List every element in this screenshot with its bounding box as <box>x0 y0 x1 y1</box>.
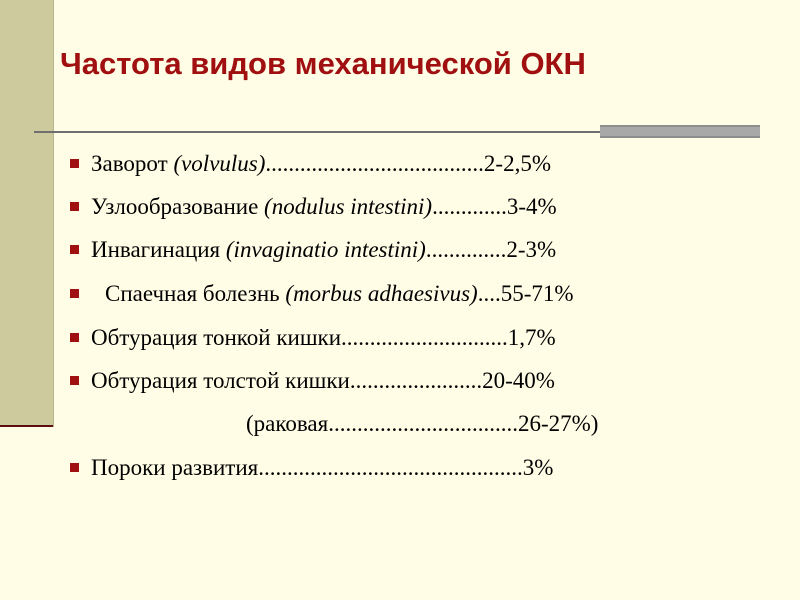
item-name: Инвагинация <box>91 237 226 262</box>
item-value: 2-3% <box>506 237 557 262</box>
item-latin: (morbus adhaesivus) <box>285 281 478 306</box>
item-dots: .............................................. <box>258 455 523 480</box>
item-latin: (volvulus) <box>173 151 266 176</box>
left-decor-band <box>0 0 54 427</box>
item-name: Узлообразование <box>91 194 265 219</box>
bullet-square-icon <box>70 245 79 254</box>
item-dots: .... <box>477 281 501 306</box>
item-name: Обтурация толстой кишки <box>91 368 350 393</box>
list-item-cancer-subitem <box>246 406 598 442</box>
item-value: 55-71% <box>500 281 574 306</box>
item-name: Заворот <box>91 151 174 176</box>
item-value: 26-27%) <box>517 411 599 436</box>
slide-title: Частота видов механической ОКН <box>60 46 586 81</box>
item-dots: ....................... <box>349 368 483 393</box>
item-latin: (nodulus intestini) <box>264 194 433 219</box>
item-dots: ............. <box>432 194 507 219</box>
item-name: Пороки развития <box>91 455 259 480</box>
bullet-square-icon <box>70 376 79 385</box>
bullet-square-icon <box>70 289 79 298</box>
bullet-square-icon <box>70 202 79 211</box>
list-item-nodulus <box>70 189 557 225</box>
item-value: 3% <box>522 455 554 480</box>
list-item-malformations <box>70 450 553 486</box>
item-dots: .............. <box>425 237 507 262</box>
item-latin: (invaginatio intestini) <box>225 237 426 262</box>
item-name: Обтурация тонкой кишки <box>91 325 342 350</box>
bullet-square-icon <box>70 159 79 168</box>
item-value: 1,7% <box>507 325 556 350</box>
list-item-small-bowel-obturation <box>70 320 556 356</box>
list-item-volvulus <box>70 146 551 182</box>
item-dots: ............................. <box>341 325 508 350</box>
bullet-square-icon <box>70 463 79 472</box>
divider-accent-box <box>600 125 760 138</box>
item-value: 20-40% <box>482 368 555 393</box>
list-item-adhesions <box>70 276 574 312</box>
list-item-large-bowel-obturation <box>70 363 555 399</box>
item-name: Спаечная болезнь <box>105 281 286 306</box>
item-dots: ...................................... <box>265 151 484 176</box>
left-decor-line <box>0 425 53 427</box>
item-value: 2-2,5% <box>483 151 551 176</box>
item-name: (раковая <box>246 411 329 436</box>
item-value: 3-4% <box>506 194 557 219</box>
list-item-invagination <box>70 232 556 268</box>
bullet-square-icon <box>70 333 79 342</box>
item-dots: ................................. <box>328 411 518 436</box>
